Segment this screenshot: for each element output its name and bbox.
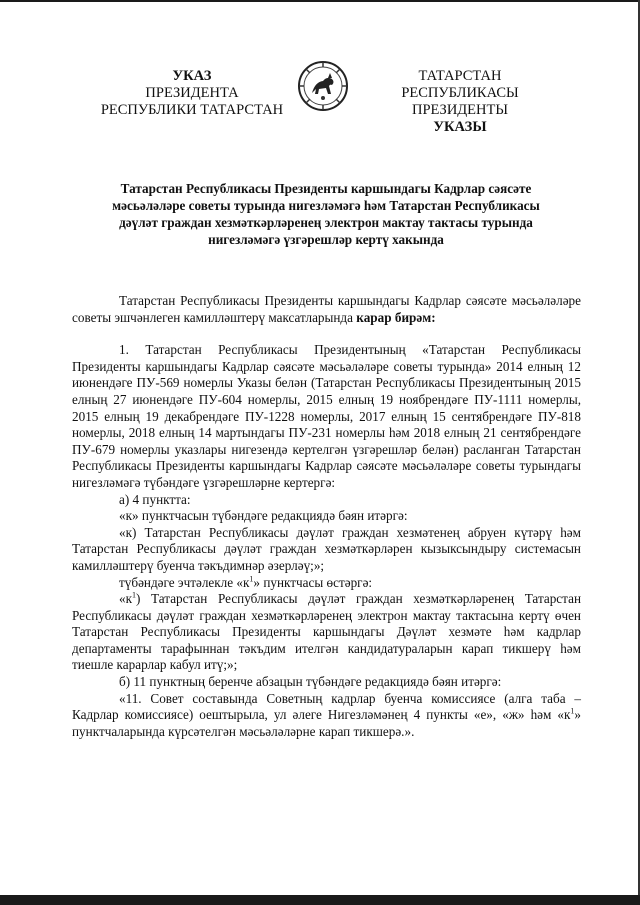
subitem-k-text: «к) Татарстан Республикасы дәүләт граждан хезмәтенең абруен күтәрү һәм Татарстан Республикасы дәүләт граждан хезмәткәрләрен кызыксындыру системасын камилләштерү буенча тәкъдимнәр әзерләү;»; bbox=[72, 524, 581, 573]
intro-paragraph bbox=[72, 293, 581, 326]
k1-intro-sup: 1 bbox=[249, 574, 254, 584]
header-right-block bbox=[360, 68, 560, 136]
k1-text-sup: 1 bbox=[132, 590, 137, 600]
document-title bbox=[72, 180, 580, 248]
page-top-edge bbox=[0, 0, 640, 2]
document-body bbox=[72, 293, 581, 740]
decree-phrase: карар бирәм: bbox=[356, 309, 436, 325]
header-right-line3: УКАЗЫ bbox=[433, 119, 487, 135]
page-bottom-edge bbox=[0, 895, 640, 905]
header-left-block bbox=[92, 68, 292, 119]
subitem-k1-text bbox=[72, 591, 581, 674]
header-right-line1: ТАТАРСТАН РЕСПУБЛИКАСЫ bbox=[401, 68, 519, 101]
p11-text-a: «11. Совет составында Советның кадрлар буенча комиссиясе (алга таба – Кадрлар комиссиясе) оештырыла, ул әлеге Нигезләмәнең 4 пункты «е», «ж» һәм «к bbox=[72, 690, 581, 723]
subitem-k1-intro bbox=[72, 575, 581, 592]
title-line: дәүләт граждан хезмәткәрләренең электрон мактау тактасы турында bbox=[119, 215, 533, 230]
k1-text-b: ) Татарстан Республикасы дәүләт граждан хезмәткәрләренең Татарстан Республикасы дәүләт граждан хезмәткәрләренең электрон мактау тактасына кертү өчен Татарстан Республикасы Президенты каршындагы Дәүләт хезмәте һәм кадрлар департаменты тарафыннан тәкъдим ителгән кандидатураларын карап тикшерү һәм тиешле карарлар кабул итү;»; bbox=[72, 591, 581, 673]
title-line: Татарстан Республикасы Президенты каршындагы Кадрлар сәясәте bbox=[120, 181, 532, 196]
k1-intro-b: » пунктчасы өстәргә: bbox=[253, 574, 373, 590]
subitem-k-intro: «к» пунктчасын түбәндәге редакциядә бәян итәргә: bbox=[119, 508, 408, 524]
k1-text-a: «к bbox=[119, 591, 133, 607]
header-left-line2: ПРЕЗИДЕНТА bbox=[145, 85, 239, 101]
header-right-line2: ПРЕЗИДЕНТЫ bbox=[411, 102, 509, 118]
header-left-line1: УКАЗ bbox=[172, 68, 212, 84]
k1-intro-a: түбәндәге эчтәлекле «к bbox=[119, 574, 250, 590]
p11-text-b: » пунктчаларында күрсәтелгән мәсьәләләрне карап тикшерә.». bbox=[72, 707, 581, 739]
p11-sup: 1 bbox=[570, 706, 575, 716]
title-line: мәсьәләләре советы турында нигезләмәгә һәм Татарстан Республикасы bbox=[112, 198, 540, 213]
tatarstan-coat-of-arms-icon bbox=[297, 60, 349, 112]
intro-text: Татарстан Республикасы Президенты каршындагы Кадрлар сәясәте мәсьәләләре советы эшчәнлеген камилләштерү максатларында bbox=[72, 293, 581, 325]
paragraph-1: 1. Татарстан Республикасы Президентының «Татарстан Республикасы Президенты каршындагы Кадрлар сәясәте мәсьәләләре советы турында» 2014 елның 12 июнендәге ПУ-569 номерлы Указы белән (Татарстан Республикасы Президентының 2015 елның 27 июнендәге ПУ-604 номерлы, 2015 елның 19 ноябрендәге ПУ-1111 номерлы, 2015 елның 19 декабрендәге ПУ-1228 номерлы, 2017 елның 15 сентябрендәге ПУ-818 номерлы, 2018 елның 14 мартындагы ПУ-231 номерлы һәм 2018 елның 21 сентябрендәге ПУ-679 номерлы указлары нигезендә кертелгән үзгәрешләр белән) расланган Татарстан Республикасы Президенты каршындагы Кадрлар сәясәте мәсьәләләре советы турындагы нигезләмәгә түбәндәге үзгәрешләрне кертергә: bbox=[72, 342, 581, 490]
subitem-a: а) 4 пунктта: bbox=[119, 491, 191, 507]
title-line: нигезләмәгә үзгәрешләр кертү хакында bbox=[208, 232, 444, 247]
header-left-line3: РЕСПУБЛИКИ ТАТАРСТАН bbox=[100, 102, 284, 118]
paragraph-11 bbox=[72, 691, 581, 741]
subitem-b: б) 11 пунктның беренче абзацын түбәндәге редакциядә бәян итәргә: bbox=[119, 674, 502, 690]
